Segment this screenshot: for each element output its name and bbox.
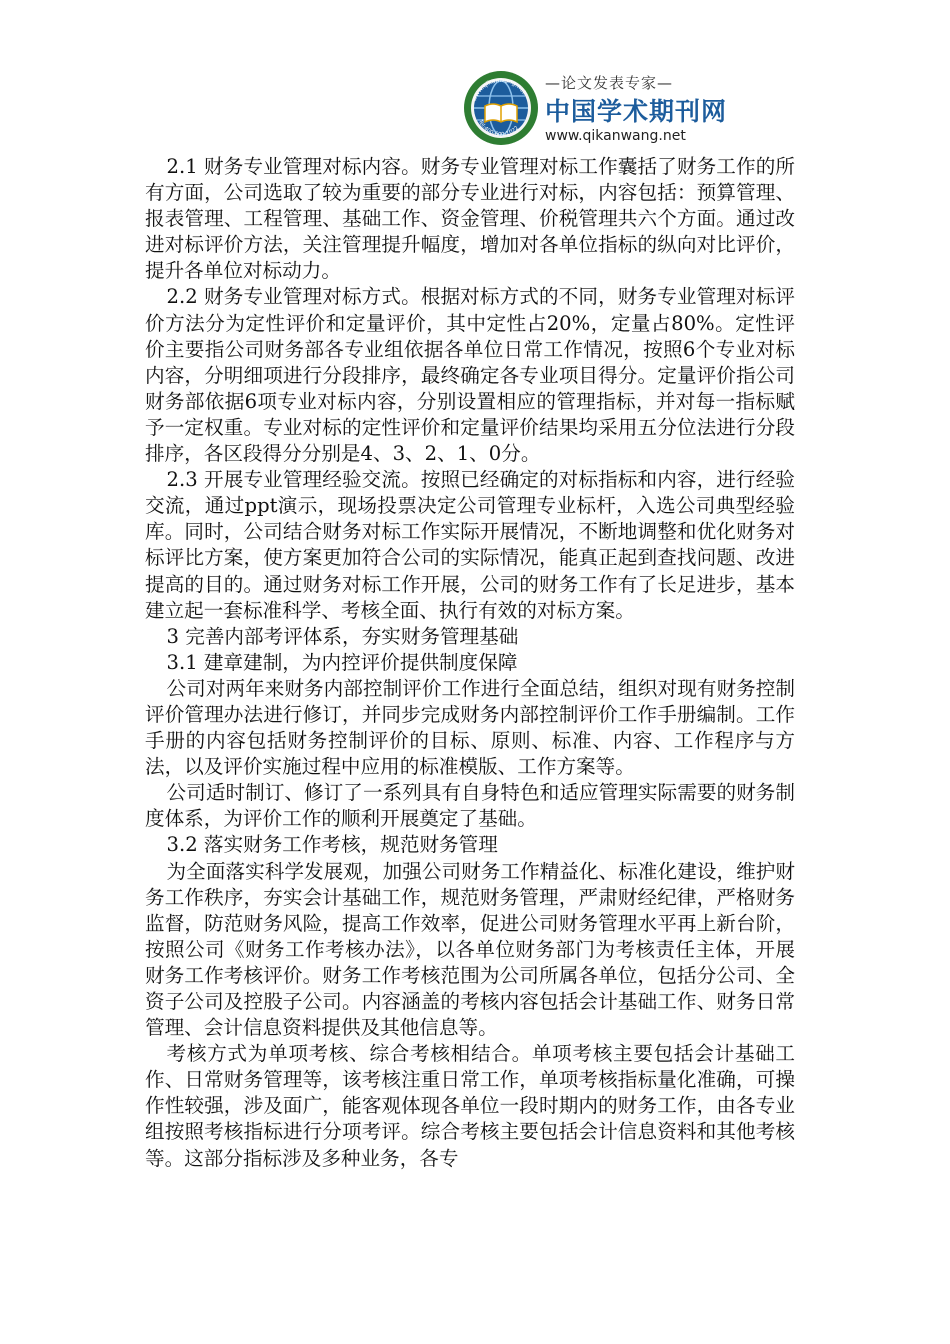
paragraph-3-2-a: 为全面落实科学发展观，加强公司财务工作精益化、标准化建设，维护财务工作秩序，夯实会计基础工作，规范财务管理，严肃财经纪律，严格财务监督，防范财务风险，提高工作效率，促进公司财务管理水平再上新台阶，按照公司《财务工作考核办法》，以各单位财务部门为考核责任主体，开展财务工作考核评价。财务工作考核范围为公司所属各单位，包括分公司、全资子公司及控股子公司。内容涵盖的考核内容包括会计基础工作、财务日常管理、会计信息资料提供及其他信息等。 bbox=[145, 859, 795, 1040]
section-heading-3: 3 完善内部考评体系，夯实财务管理基础 bbox=[166, 624, 519, 648]
paragraph-2-3: 2.3 开展专业管理经验交流。按照已经确定的对标指标和内容，进行经验交流，通过ppt演示，现场投票决定公司管理专业标杆，入选公司典型经验库。同时，公司结合财务对标工作实际开展情况，不断地调整和优化财务对标评比方案，使方案更加符合公司的实际情况，能真正起到查找问题、改进提高的目的。通过财务对标工作开展，公司的财务工作有了长足进步，基本建立起一套标准科学、考核全面、执行有效的对标方案。 bbox=[145, 468, 795, 622]
paragraph-3-2-b: 考核方式为单项考核、综合考核相结合。单项考核主要包括会计基础工作、日常财务管理等，该考核注重日常工作，单项考核指标量化准确，可操作性较强，涉及面广，能客观体现各单位一段时期内的财务工作，由各专业组按照考核指标进行分项考评。综合考核主要包括会计信息资料和其他考核等。这部分指标涉及多种业务，各专 bbox=[145, 1042, 795, 1170]
logo-site-name: 中国学术期刊网 bbox=[545, 97, 728, 126]
site-logo[interactable] bbox=[463, 70, 728, 156]
paragraph-2-1: 2.1 财务专业管理对标内容。财务专业管理对标工作囊括了财务工作的所有方面，公司选取了较为重要的部分专业进行对标，内容包括：预算管理、报表管理、工程管理、基础工作、资金管理、价税管理共六个方面。通过改进对标评价方法，关注管理提升幅度，增加对各单位指标的纵向对比评价，提升各单位对标动力。 bbox=[145, 155, 795, 283]
paragraph-3-1-a: 公司对两年来财务内部控制评价工作进行全面总结，组织对现有财务控制评价管理办法进行修订，并同步完成财务内部控制评价工作手册编制。工作手册的内容包括财务控制评价的目标、原则、标准、内容、工作程序与方法，以及评价实施过程中应用的标准模版、工作方案等。 bbox=[145, 676, 795, 779]
logo-ring-text: www.qikanwang.net bbox=[470, 76, 528, 103]
logo-tagline: —论文发表专家— bbox=[545, 74, 674, 92]
paragraph-3-1-b: 公司适时制订、修订了一系列具有自身特色和适应管理实际需要的财务制度体系，为评价工作的顺利开展奠定了基础。 bbox=[145, 781, 795, 831]
logo-phone: Tel:400-600-1022 bbox=[476, 119, 521, 139]
article-body bbox=[145, 154, 795, 1172]
paragraph-2-2: 2.2 财务专业管理对标方式。根据对标方式的不同，财务专业管理对标评价方法分为定性评价和定量评价，其中定性占20%，定量占80%。定性评价主要指公司财务部各专业组依据各单位日常工作情况，按照6个专业对标内容，分明细项进行分段排序，最终确定各专业项目得分。定量评价指公司财务部依据6项专业对标内容，分别设置相应的管理指标，并对每一指标赋予一定权重。专业对标的定性评价和定量评价结果均采用五分位法进行分段排序，各区段得分分别是4、3、2、1、0分。 bbox=[145, 285, 795, 466]
logo-url[interactable]: www.qikanwang.net bbox=[545, 128, 686, 144]
subsection-heading-3-1: 3.1 建章建制，为内控评价提供制度保障 bbox=[166, 650, 518, 674]
globe-book-logo-icon bbox=[463, 70, 539, 146]
subsection-heading-3-2: 3.2 落实财务工作考核，规范财务管理 bbox=[166, 833, 498, 857]
